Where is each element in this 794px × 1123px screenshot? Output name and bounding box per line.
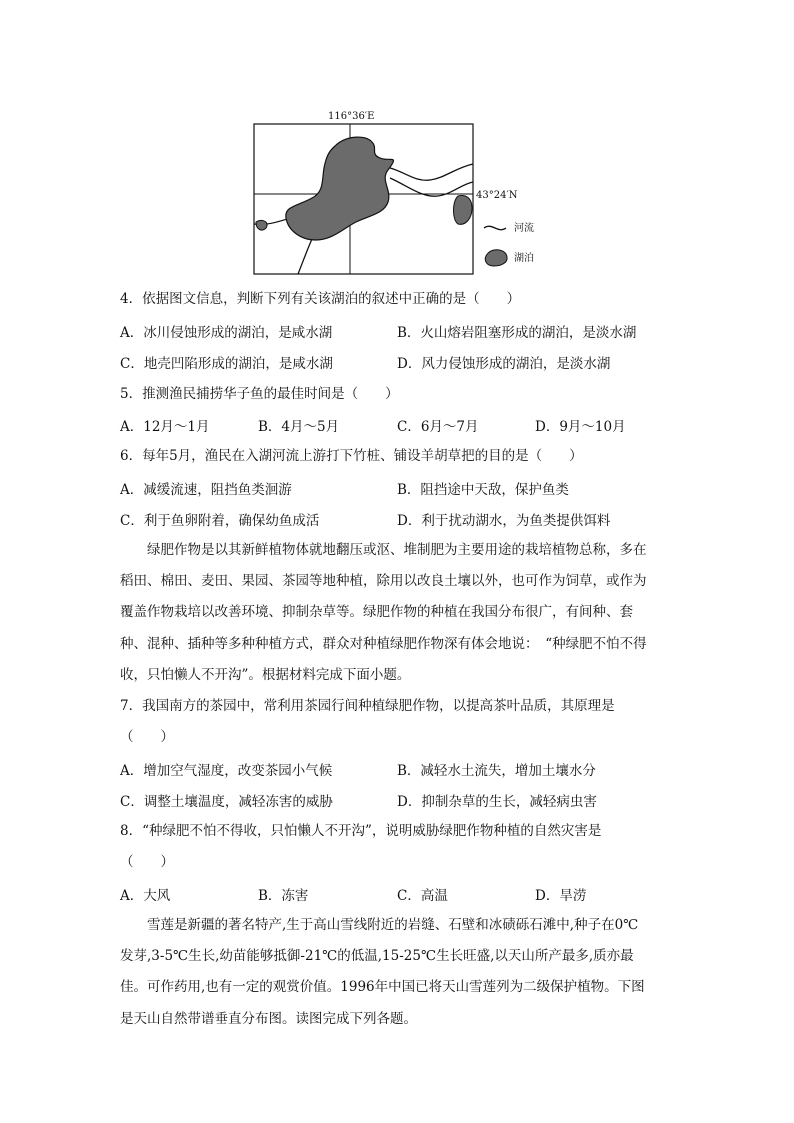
passage1-line-5: 收，只怕懒人不开沟”。根据材料完成下面小题。	[120, 667, 411, 683]
q8-option-d: D．旱涝	[535, 888, 587, 904]
passage2-line-2: 发芽,3-5℃生长,幼苗能够抵御-21℃的低温,15-25℃生长旺盛,以天山所产最多,质亦最	[120, 948, 634, 964]
passage1-line-1: 绿肥作物是以其新鲜植物体就地翻压或沤、堆制肥为主要用途的栽培植物总称，多在	[147, 542, 647, 558]
legend-river-label: 河流	[514, 223, 534, 234]
q5-option-b: B．4月～5月	[258, 419, 340, 435]
q6-option-b: B．阻挡途中天敌，保护鱼类	[397, 482, 569, 498]
q7-stem: 7．我国南方的茶园中，常利用茶园行间种植绿肥作物，以提高茶叶品质，其原理是	[120, 698, 615, 714]
q5-option-a: A．12月～1月	[120, 419, 210, 435]
q6-option-c: C．利于鱼卵附着，确保幼鱼成活	[120, 513, 320, 529]
passage1-line-2: 稻田、棉田、麦田、果园、茶园等地种植，除用以改良土壤以外，也可作为饲草，或作为	[120, 573, 647, 589]
q4-stem: 4．依据图文信息，判断下列有关该湖泊的叙述中正确的是（ ）	[120, 291, 521, 307]
q6-stem: 6．每年5月，渔民在入湖河流上游打下竹桩、铺设羊胡草把的目的是（ ）	[120, 448, 583, 464]
longitude-label: 116°36′E	[328, 111, 375, 122]
lake-west	[256, 220, 267, 230]
legend-river-symbol	[484, 226, 506, 229]
q5-option-c: C．6月～7月	[397, 419, 479, 435]
q7-option-c: C．调整土壤温度，减轻冻害的威胁	[120, 794, 333, 810]
q4-option-d: D．风力侵蚀形成的湖泊，是淡水湖	[397, 356, 611, 372]
q4-option-b: B．火山熔岩阻塞形成的湖泊，是淡水湖	[397, 325, 637, 341]
q7-option-b: B．减轻水土流失，增加土壤水分	[397, 763, 596, 779]
q4-option-c: C．地壳凹陷形成的湖泊，是咸水湖	[120, 356, 333, 372]
q8-stem-paren: （ ）	[120, 854, 174, 870]
q7-stem-paren: （ ）	[120, 729, 174, 745]
q4-option-a: A．冰川侵蚀形成的湖泊，是咸水湖	[120, 325, 333, 341]
q8-option-b: B．冻害	[258, 888, 309, 904]
q6-option-a: A．减缓流速，阻挡鱼类洄游	[120, 482, 292, 498]
lake-map	[240, 106, 560, 278]
q5-option-d: D．9月～10月	[535, 419, 626, 435]
passage2-line-3: 佳。可作药用,也有一定的观赏价值。1996年中国已将天山雪莲列为二级保护植物。下图	[120, 979, 645, 995]
passage1-line-3: 覆盖作物栽培以改善环境、抑制杂草等。绿肥作物的种植在我国分布很广，有间种、套	[120, 604, 633, 620]
passage1-line-4: 种、混种、插种等多种种植方式，群众对种植绿肥作物深有体会地说： “种绿肥不怕不得	[120, 636, 647, 652]
q8-stem: 8．“种绿肥不怕不得收，只怕懒人不开沟”，说明威胁绿肥作物种植的自然灾害是	[120, 823, 602, 839]
q6-option-d: D．利于扰动湖水，为鱼类提供饵料	[397, 513, 611, 529]
q7-option-d: D．抑制杂草的生长，减轻病虫害	[397, 794, 597, 810]
river-upper	[390, 164, 473, 180]
river-lower	[390, 178, 473, 196]
lake-main	[286, 137, 394, 240]
q7-option-a: A．增加空气湿度，改变茶园小气候	[120, 763, 333, 779]
q8-option-a: A．大风	[120, 888, 171, 904]
passage2-line-1: 雪莲是新疆的著名特产,生于高山雪线附近的岩缝、石壁和冰碛砾石滩中,种子在0℃	[147, 917, 639, 933]
lake-east	[454, 196, 473, 225]
passage2-line-4: 是天山自然带谱垂直分布图。读图完成下列各题。	[120, 1011, 417, 1027]
q8-option-c: C．高温	[397, 888, 448, 904]
q5-stem: 5．推测渔民捕捞华子鱼的最佳时间是（ ）	[120, 386, 399, 402]
latitude-label: 43°24′N	[476, 190, 518, 201]
legend-lake-label: 湖泊	[514, 253, 534, 264]
legend-lake-symbol	[485, 250, 507, 266]
